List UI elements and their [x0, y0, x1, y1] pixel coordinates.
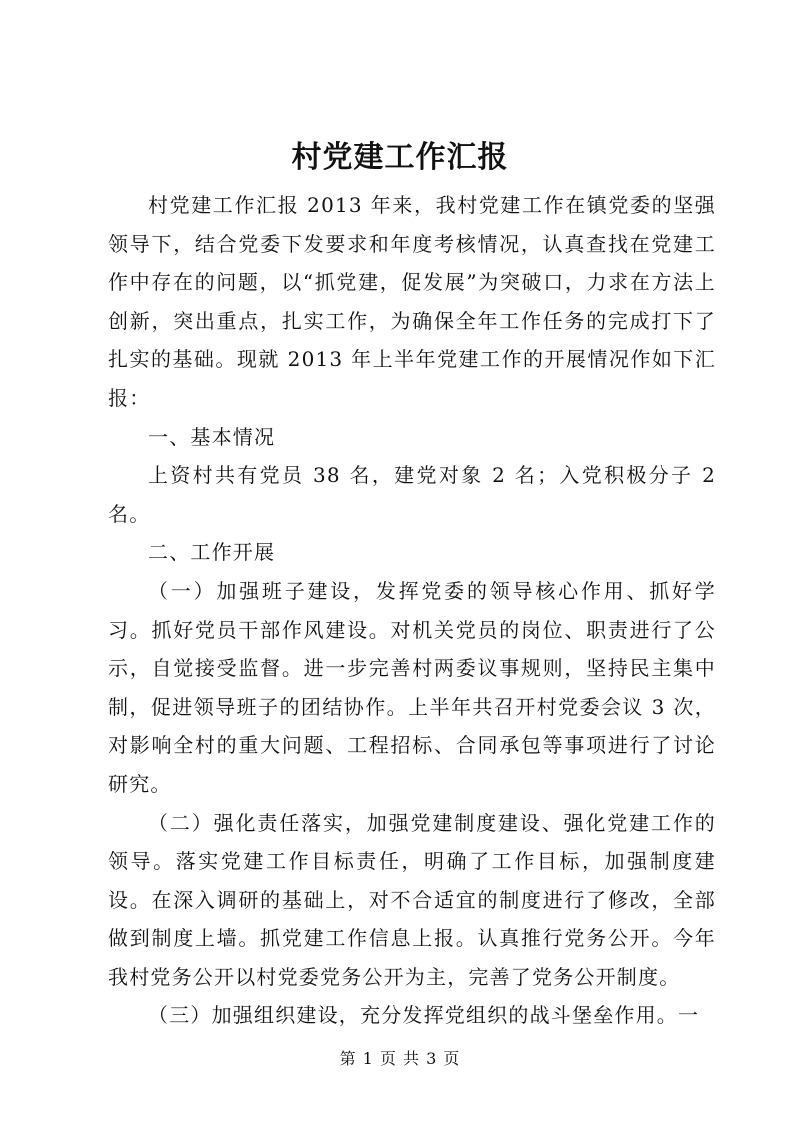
page-number-footer: 第 1 页 共 3 页: [339, 1049, 461, 1068]
work-item-paragraph-3: （三）加强组织建设，充分发挥党组织的战斗堡垒作用。一: [148, 1003, 700, 1028]
intro-paragraph: 村党建工作汇报 2013 年来，我村党建工作在镇党委的坚强领导下，结合党委下发要求和年度考核情况，认真查找在党建工作中存在的问题，以“抓党建，促发展”为突破口，力求在方法上创新，突出重点，扎实工作，为确保全年工作任务的完成打下了扎实的基础。现就 2013 年上半年党建工作的开展情况作如下汇报：: [108, 193, 716, 410]
document-body: [108, 186, 716, 1035]
document-title: 村党建工作汇报: [291, 140, 509, 175]
work-item-paragraph-1: （一）加强班子建设，发挥党委的领导核心作用、抓好学习。抓好党员干部作风建设。对机关党员的岗位、职责进行了公示，自觉接受监督。进一步完善村两委议事规则，坚持民主集中制，促进领导班子的团结协作。上半年共召开村党委会议 3 次，对影响全村的重大问题、工程招标、合同承包等事项进行了讨论研究。: [108, 578, 716, 796]
section-heading-work-progress: 二、工作开展: [148, 540, 276, 565]
section-heading-basic-situation: 一、基本情况: [148, 424, 276, 449]
work-item-paragraph-2: （二）强化责任落实，加强党建制度建设、强化党建工作的领导。落实党建工作目标责任，明确了工作目标，加强制度建设。在深入调研的基础上，对不合适宜的制度进行了修改，全部做到制度上墙。抓党建工作信息上报。认真推行党务公开。今年我村党务公开以村党委党务公开为主，完善了党务公开制度。: [108, 810, 716, 989]
party-member-count-paragraph: 上资村共有党员 38 名，建党对象 2 名；入党积极分子 2 名。: [108, 463, 716, 526]
